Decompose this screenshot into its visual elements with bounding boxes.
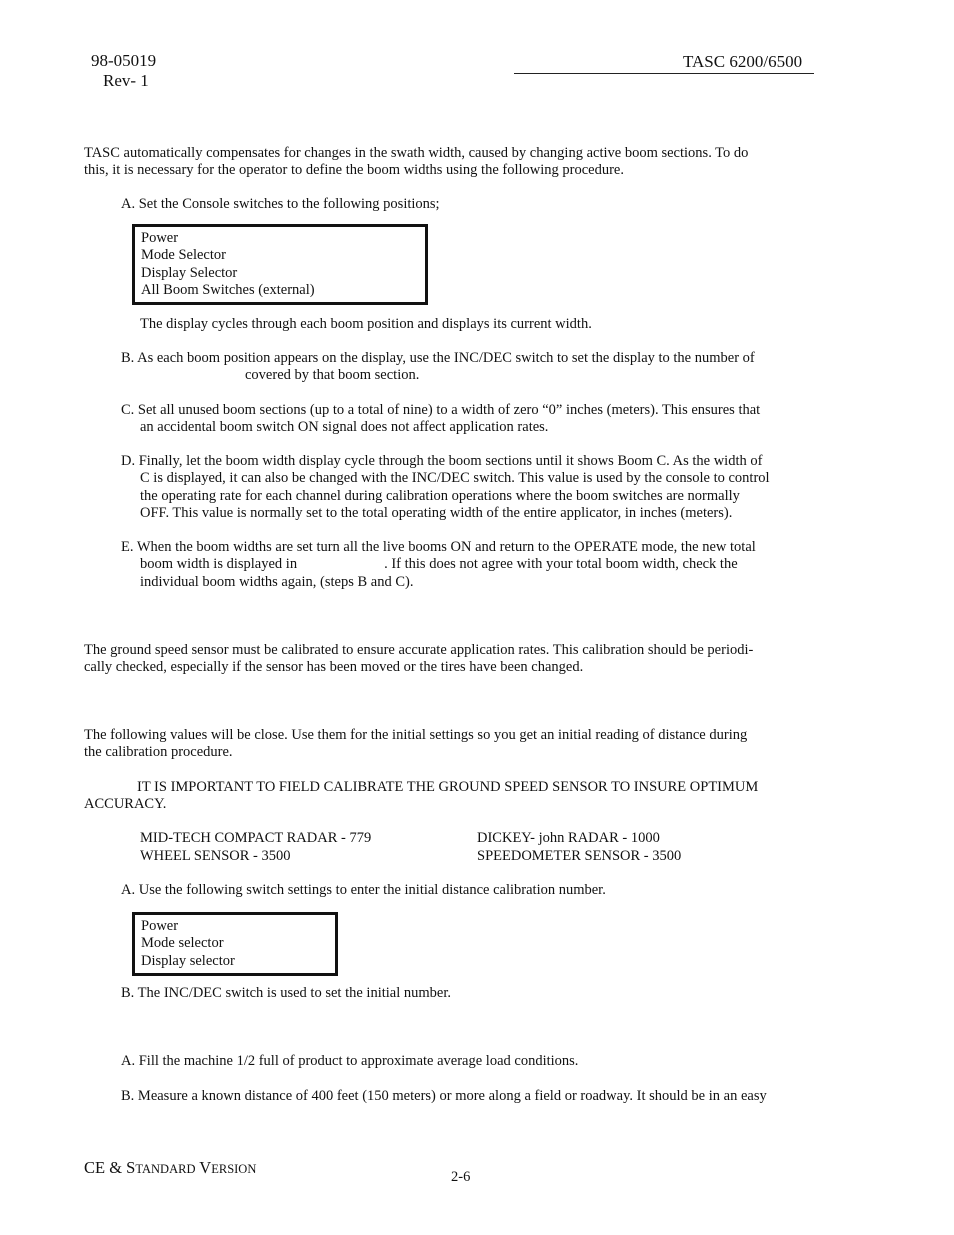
speed-step-b: B. The INC/DEC switch is used to set the initial number. — [121, 985, 451, 1001]
sensor-value: WHEEL SENSOR - 3500 — [140, 848, 291, 864]
footer-version-tandard: TANDARD — [135, 1162, 196, 1176]
step-c-line: an accidental boom switch ON signal does not affect application rates. — [140, 419, 549, 436]
boom-intro-line: TASC automatically compensates for changes in the swath width, caused by changing active boom sections. To do — [84, 145, 749, 161]
initial-values-paragraph — [84, 727, 747, 761]
step-b-line: covered by that boom section. — [245, 367, 420, 384]
switch-power: Power — [141, 230, 179, 246]
document-revision: Rev- 1 — [103, 71, 149, 90]
calibration-notice — [84, 779, 758, 813]
header-rule — [514, 73, 814, 74]
boom-switch-box — [132, 224, 428, 305]
footer-version — [84, 1158, 256, 1178]
boom-step-e — [121, 539, 821, 591]
sensor-value: SPEEDOMETER SENSOR - 3500 — [477, 848, 682, 864]
boom-step-a: A. Set the Console switches to the following positions; — [121, 196, 440, 212]
switch-mode-selector: Mode selector — [141, 935, 224, 952]
sensor-value: MID-TECH COMPACT RADAR - 779 — [140, 830, 372, 846]
switch-display-selector: Display selector — [141, 952, 235, 969]
field-step-a: A. Fill the machine 1/2 full of product to approximate average load conditions. — [121, 1053, 579, 1069]
step-e-line: E. When the boom widths are set turn all the live booms ON and return to the OPERATE mode, the new total — [121, 539, 756, 555]
step-d-line: C is displayed, it can also be changed with the INC/DEC switch. This value is used by the console to control — [140, 470, 770, 487]
boom-step-b — [121, 350, 821, 385]
speed-switch-box — [132, 912, 338, 976]
notice-line: IT IS IMPORTANT TO FIELD CALIBRATE THE GROUND SPEED SENSOR TO INSURE OPTIMUM — [137, 779, 759, 795]
step-d-line: the operating rate for each channel during calibration operations where the boom switches are normally — [140, 487, 740, 504]
switch-power: Power — [141, 918, 179, 934]
step-e-text-after: . If this does not agree with your total boom width, check the — [384, 556, 738, 573]
step-c-line: C. Set all unused boom sections (up to a total of nine) to a width of zero “0” inches (meters). This ensures that — [121, 402, 761, 418]
footer-version-ersion: ERSION — [211, 1162, 257, 1176]
switch-mode-selector: Mode Selector — [141, 247, 226, 264]
sensor-value: DICKEY- john RADAR - 1000 — [477, 830, 660, 846]
document-title: TASC 6200/6500 — [683, 52, 803, 71]
boom-intro-line: this, it is necessary for the operator to define the boom widths using the following procedure. — [84, 162, 624, 179]
step-e-text-before: boom width is displayed in — [140, 556, 298, 573]
field-step-b: B. Measure a known distance of 400 feet (150 meters) or more along a field or roadway. It should be in an easy — [121, 1088, 767, 1104]
speed-step-a: A. Use the following switch settings to enter the initial distance calibration number. — [121, 882, 606, 898]
step-d-line: OFF. This value is normally set to the total operating width of the entire applicator, in inches (meters). — [140, 504, 733, 521]
initial-values-line: The following values will be close. Use them for the initial settings so you get an initial reading of distance during — [84, 727, 748, 743]
step-e-line: individual boom widths again, (steps B and C). — [140, 573, 414, 590]
boom-step-c — [121, 402, 821, 437]
step-b-line: B. As each boom position appears on the display, use the INC/DEC switch to set the display to the number of — [121, 350, 755, 366]
footer-version-ce: CE & S — [84, 1158, 136, 1177]
boom-intro-paragraph — [84, 145, 748, 179]
step-e-line — [121, 556, 821, 573]
initial-values-line: the calibration procedure. — [84, 744, 233, 761]
footer-version-v: V — [195, 1158, 212, 1177]
step-d-line: D. Finally, let the boom width display cycle through the boom sections until it shows Boom C. As the width of — [121, 453, 763, 469]
speed-intro-paragraph — [84, 642, 753, 676]
switch-display-selector: Display Selector — [141, 264, 238, 281]
page-number: 2-6 — [451, 1169, 471, 1185]
speed-intro-line: cally checked, especially if the sensor has been moved or the tires have been changed. — [84, 659, 584, 676]
speed-intro-line: The ground speed sensor must be calibrated to ensure accurate application rates. This calibration should be periodi- — [84, 642, 754, 658]
display-cycles-text: The display cycles through each boom position and displays its current width. — [140, 316, 592, 332]
notice-line: ACCURACY. — [84, 796, 167, 813]
document-number: 98-05019 — [91, 51, 157, 70]
boom-step-d — [121, 453, 821, 522]
switch-all-booms: All Boom Switches (external) — [141, 281, 315, 298]
